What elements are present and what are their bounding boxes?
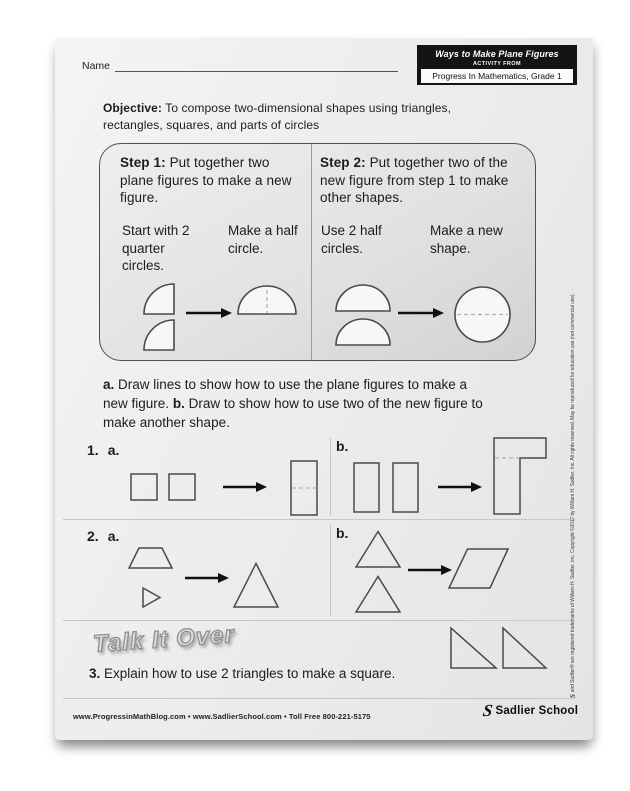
sadlier-s-icon: S bbox=[568, 694, 577, 698]
objective-paragraph bbox=[103, 100, 503, 135]
exercise1-part-a-label: a. bbox=[107, 442, 120, 458]
step2-hint-start: Use 2 half circles. bbox=[321, 223, 382, 256]
exercise3-text bbox=[89, 666, 395, 681]
exercise1-number: 1. bbox=[87, 442, 99, 458]
row-divider bbox=[63, 620, 575, 621]
triangle-shape bbox=[355, 530, 401, 568]
circle-shape bbox=[454, 286, 511, 343]
exercise3-number: 3. bbox=[89, 666, 101, 681]
vertical-copyright bbox=[567, 253, 578, 698]
badge-tagline: ACTIVITY FROM bbox=[473, 61, 521, 67]
sadlier-school-logo bbox=[483, 702, 578, 719]
direction-b-text: Draw to show how to use two of the new figure to make another shape. bbox=[103, 395, 483, 430]
arrow-right-icon bbox=[438, 481, 482, 493]
exercise1-divider bbox=[330, 438, 331, 516]
talk-it-over-logo: Talk It Over bbox=[92, 621, 236, 658]
half-circle-shape bbox=[336, 285, 390, 312]
exercise2-divider bbox=[330, 524, 331, 616]
right-triangle-shape bbox=[450, 627, 497, 669]
rectangle-shape bbox=[392, 462, 419, 513]
parallelogram-shape bbox=[448, 548, 509, 589]
arrow-right-icon bbox=[185, 572, 229, 584]
step2-instructions bbox=[320, 154, 528, 207]
exercise1-part-b-label-wrap bbox=[336, 438, 348, 454]
arrow-right-icon bbox=[408, 564, 452, 576]
objective-text: To compose two-dimensional shapes using triangles, rectangles, squares, and parts of circles bbox=[103, 101, 452, 133]
arrow-right-icon bbox=[223, 481, 267, 493]
step1-instructions bbox=[120, 154, 305, 207]
row-divider bbox=[63, 519, 575, 520]
name-blank-line bbox=[115, 60, 398, 72]
exercise2-number: 2. bbox=[87, 528, 99, 544]
quarter-circle-shape bbox=[144, 320, 174, 350]
direction-a-label: a. bbox=[103, 377, 115, 392]
trapezoid-shape bbox=[128, 547, 173, 569]
activity-badge bbox=[417, 45, 577, 85]
l-shape bbox=[493, 437, 547, 515]
directions-paragraph bbox=[103, 376, 495, 433]
triangle-shape bbox=[355, 575, 401, 613]
badge-source: Progress In Mathematics, Grade 1 bbox=[421, 69, 573, 83]
step2-label: Step 2: bbox=[320, 155, 366, 170]
name-row bbox=[82, 60, 398, 72]
small-triangle-shape bbox=[142, 587, 161, 608]
step1-label: Step 1: bbox=[120, 155, 166, 170]
exercise2-part-b-label: b. bbox=[336, 525, 349, 541]
direction-a-text: Draw lines to show how to use the plane figures to make a new figure. bbox=[103, 377, 467, 411]
exercise3-question: Explain how to use 2 triangles to make a square. bbox=[104, 666, 396, 681]
arrow-right-icon bbox=[398, 307, 444, 319]
name-label: Name bbox=[82, 60, 111, 72]
rectangle-shape bbox=[353, 462, 380, 513]
steps-panel bbox=[99, 143, 536, 361]
exercise2-label bbox=[87, 528, 119, 544]
footer-rule bbox=[63, 698, 575, 699]
copyright-text: and Sadlier® are registered trademarks of William H. Sadlier, Inc. Copyright ©2017 by William H. Sadlier, Inc. All rights reserved. May be reproduced for education use (not commercial use). bbox=[569, 293, 576, 693]
step1-text: Put together two plane figures to make a new figure. bbox=[120, 155, 292, 206]
exercise1-label bbox=[87, 442, 119, 458]
exercise2-part-b-label-wrap bbox=[336, 525, 348, 541]
arrow-right-icon bbox=[186, 307, 232, 319]
half-circle-shape bbox=[238, 286, 296, 315]
triangle-shape bbox=[233, 562, 279, 608]
sadlier-s-icon: S bbox=[481, 701, 494, 720]
square-shape bbox=[168, 473, 196, 501]
exercise1-part-b-label: b. bbox=[336, 438, 349, 454]
exercise2-part-a-label: a. bbox=[107, 528, 120, 544]
badge-title: Ways to Make Plane Figures bbox=[435, 49, 559, 59]
worksheet-page bbox=[55, 38, 593, 740]
half-circle-shape bbox=[336, 319, 390, 346]
right-triangle-shape bbox=[502, 627, 547, 669]
footer-links: www.ProgressinMathBlog.com • www.SadlierSchool.com • Toll Free 800-221-5175 bbox=[73, 712, 371, 721]
objective-label: Objective: bbox=[103, 101, 163, 115]
direction-b-label: b. bbox=[172, 395, 185, 411]
square-shape bbox=[130, 473, 158, 501]
step1-hint-result: Make a half circle. bbox=[228, 223, 298, 256]
sadlier-school-wordmark: Sadlier School bbox=[495, 704, 579, 717]
step1-hint-start: Start with 2 quarter circles. bbox=[122, 223, 190, 274]
step2-hint-result: Make a new shape. bbox=[430, 223, 503, 256]
tall-rectangle-shape bbox=[290, 460, 318, 516]
step2-text: Put together two of the new figure from step 1 to make other shapes. bbox=[320, 155, 509, 206]
quarter-circle-shape bbox=[144, 284, 174, 314]
